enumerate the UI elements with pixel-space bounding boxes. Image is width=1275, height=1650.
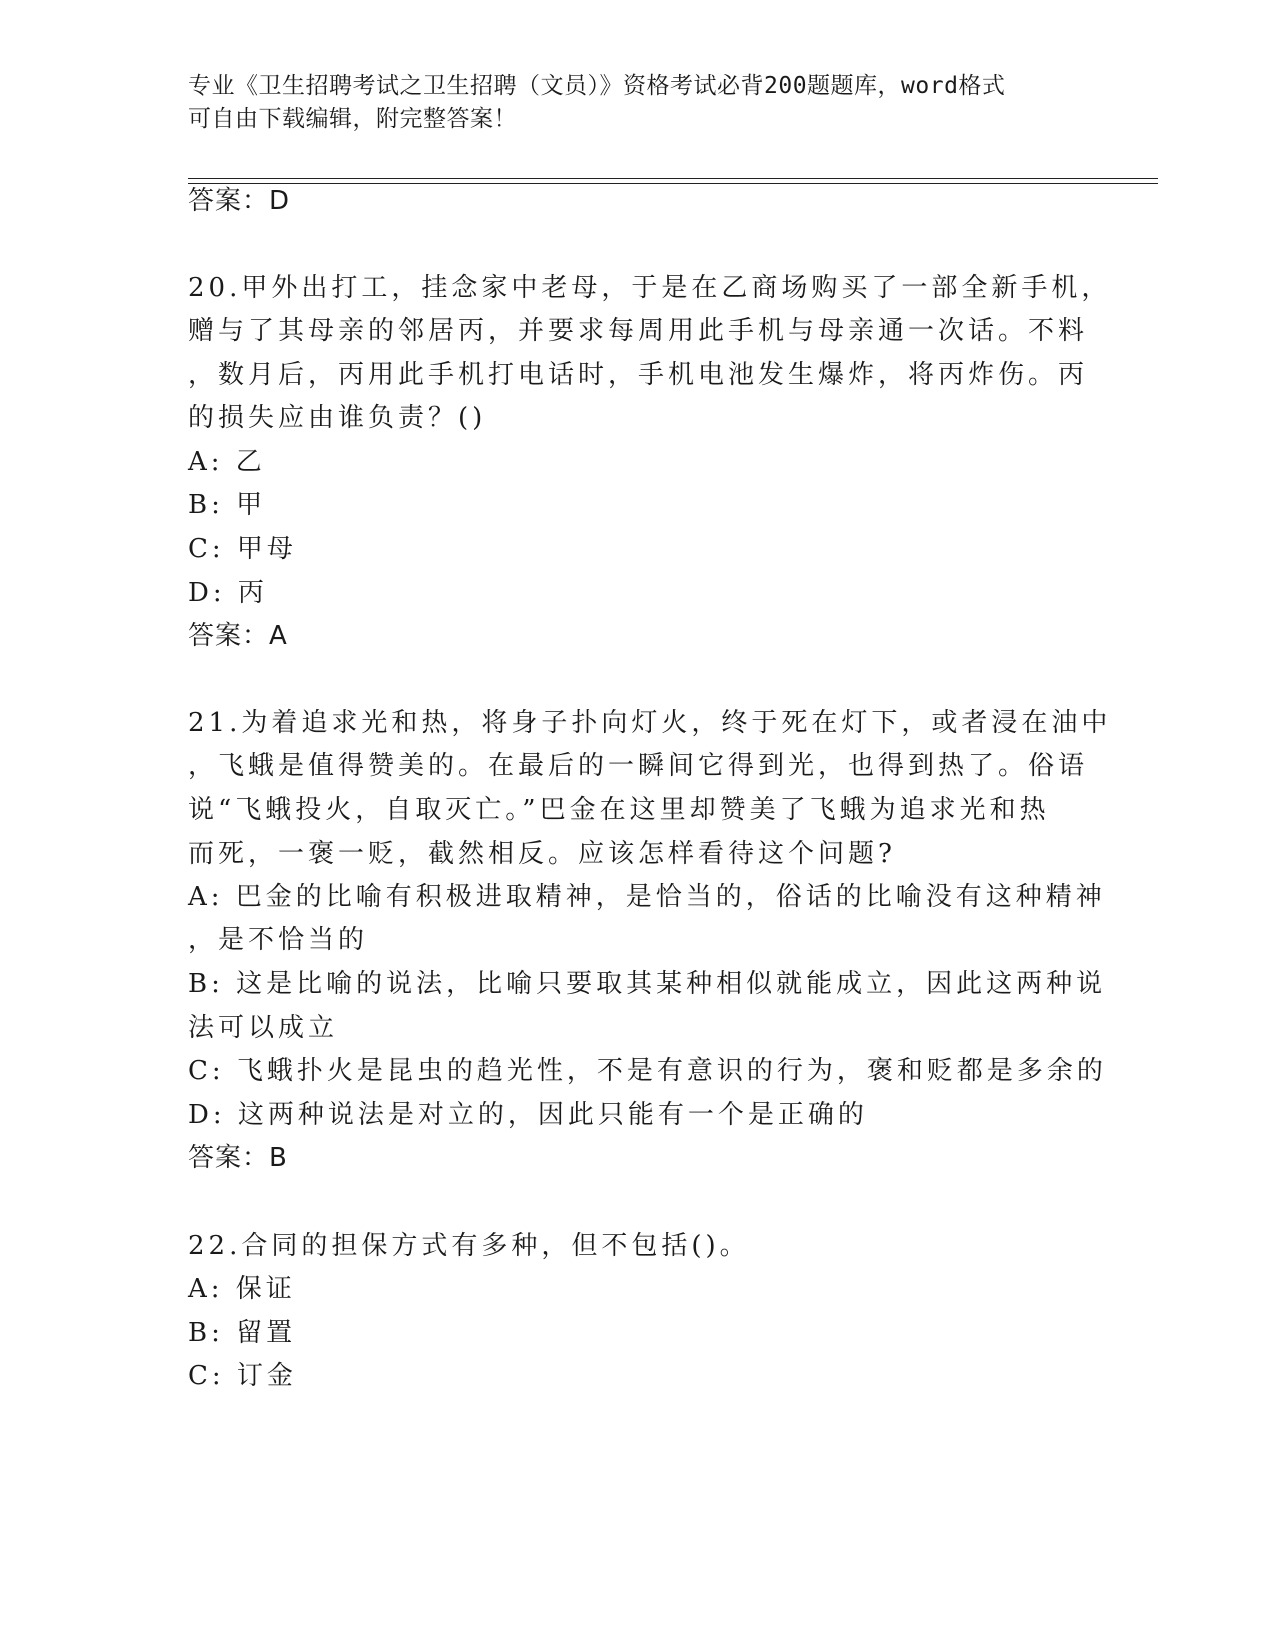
question-20-answer: 答案：A <box>188 621 288 651</box>
question-20-option-d: D: 丙 <box>188 578 268 608</box>
header-line-2: 可自由下载编辑，附完整答案！ <box>188 106 517 132</box>
question-22-option-b: B: 留置 <box>188 1318 297 1348</box>
question-21-text-line: 而死，一褒一贬，截然相反。应该怎样看待这个问题? <box>188 839 896 869</box>
question-22-option-a: A: 保证 <box>188 1274 296 1304</box>
question-21-text-line: ，飞蛾是值得赞美的。在最后的一瞬间它得到光，也得到热了。俗语 <box>188 751 1089 781</box>
question-21-option-b-cont: 法可以成立 <box>188 1013 339 1043</box>
question-21-text-line: 21.为着追求光和热，将身子扑向灯火，终于死在灯下，或者浸在油中 <box>188 708 1112 738</box>
question-20-option-b: B: 甲 <box>188 490 267 520</box>
question-21-option-c: C: 飞蛾扑火是昆虫的趋光性，不是有意识的行为，褒和贬都是多余的 <box>188 1056 1107 1086</box>
question-21-option-a-cont: ，是不恰当的 <box>188 925 369 955</box>
question-20-text-line: 赠与了其母亲的邻居丙，并要求每周用此手机与母亲通一次话。不料 <box>188 316 1089 346</box>
question-20-text-line: 20.甲外出打工，挂念家中老母，于是在乙商场购买了一部全新手机， <box>188 273 1112 303</box>
header-rule-bottom <box>188 183 1158 184</box>
document-header <box>188 70 1068 136</box>
question-20-option-c: C: 甲母 <box>188 534 297 564</box>
question-21-answer: 答案：B <box>188 1143 288 1173</box>
question-21-option-a: A: 巴金的比喻有积极进取精神，是恰当的，俗话的比喻没有这种精神 <box>188 882 1106 912</box>
question-21-option-d: D: 这两种说法是对立的，因此只能有一个是正确的 <box>188 1100 868 1130</box>
header-rule-top <box>188 178 1158 179</box>
question-20-text-line: 的损失应由谁负责？() <box>188 403 487 433</box>
question-21-option-b: B: 这是比喻的说法，比喻只要取其某种相似就能成立，因此这两种说 <box>188 969 1107 999</box>
question-22-option-c: C: 订金 <box>188 1361 297 1391</box>
question-20-option-a: A: 乙 <box>188 447 266 477</box>
question-21-text-line: 说“飞蛾投火，自取灭亡。”巴金在这里却赞美了飞蛾为追求光和热 <box>188 795 1050 825</box>
header-line-1: 专业《卫生招聘考试之卫生招聘（文员）》资格考试必背200题题库，word格式 <box>188 73 1006 99</box>
question-22-text-line: 22.合同的担保方式有多种，但不包括()。 <box>188 1231 750 1261</box>
question-20-text-line: ，数月后，丙用此手机打电话时，手机电池发生爆炸，将丙炸伤。丙 <box>188 360 1089 390</box>
previous-answer: 答案：D <box>188 186 291 216</box>
